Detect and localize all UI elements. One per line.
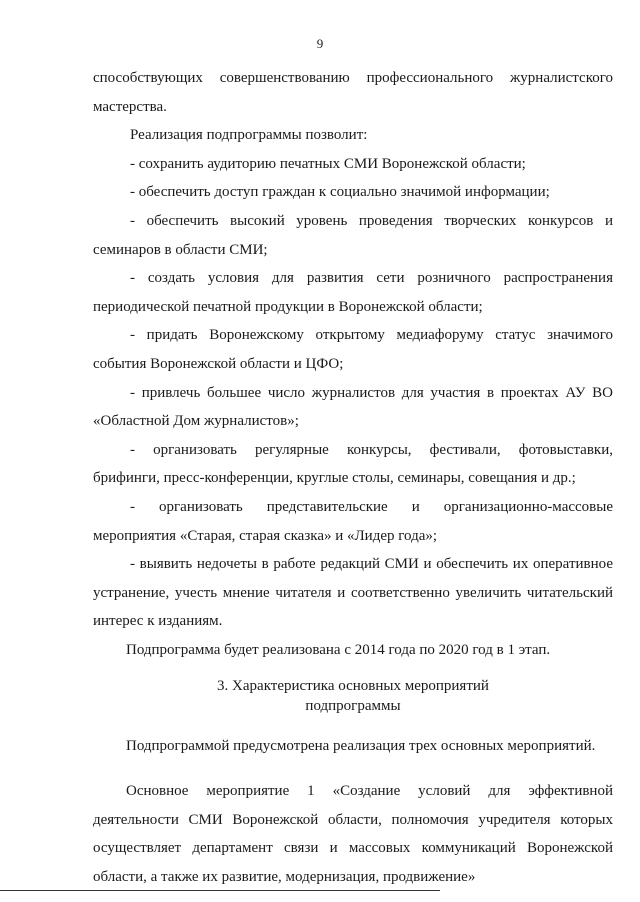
- text-line: деятельности СМИ Воронежской области, полномочия учредителя которых: [93, 811, 613, 828]
- text-line: области, а также их развитие, модернизация, продвижение»: [93, 868, 476, 885]
- list-item: - организовать регулярные конкурсы, фестивали, фотовыставки,: [130, 441, 613, 458]
- text-line: Подпрограмма будет реализована с 2014 года по 2020 год в 1 этап.: [126, 641, 551, 658]
- text-line: Подпрограммой предусмотрена реализация трех основных мероприятий.: [126, 738, 596, 755]
- text-line: «Областной Дом журналистов»;: [93, 413, 299, 430]
- page-number: 9: [316, 36, 324, 51]
- text-line: интерес к изданиям.: [93, 613, 223, 630]
- text-line: периодической печатной продукции в Воронежской области;: [93, 298, 483, 315]
- text-line: Реализация подпрограммы позволит:: [130, 127, 368, 144]
- list-item: - выявить недочеты в работе редакций СМИ и обеспечить их оперативное: [130, 556, 613, 573]
- text-line: способствующих совершенствованию профессионального журналистского: [93, 70, 613, 86]
- text-line: семинаров в области СМИ;: [93, 241, 268, 258]
- footer-divider: [0, 890, 440, 891]
- text-line: брифинги, пресс-конференции, круглые столы, семинары, совещания и др.;: [93, 470, 576, 487]
- spacer: [93, 761, 613, 777]
- text-line: устранение, учесть мнение читателя и соответственно увеличить читательский: [93, 584, 613, 601]
- list-item: - организовать представительские и организационно-массовые: [130, 498, 613, 515]
- text-line: события Воронежской области и ЦФО;: [93, 355, 344, 372]
- text-line: осуществляет департамент связи и массовых коммуникаций Воронежской: [93, 840, 613, 857]
- spacer: [93, 716, 613, 732]
- list-item: - создать условия для развития сети розничного распространения: [130, 270, 613, 287]
- document-body: [93, 64, 613, 891]
- list-item: - обеспечить доступ граждан к социально значимой информации;: [130, 184, 550, 201]
- list-item: - привлечь большее число журналистов для участия в проектах АУ ВО: [130, 384, 613, 401]
- section-heading: 3. Характеристика основных мероприятий: [217, 678, 489, 695]
- text-line: мероприятия «Старая, старая сказка» и «Лидер года»;: [93, 527, 438, 544]
- list-item: - обеспечить высокий уровень проведения творческих конкурсов и: [130, 212, 613, 229]
- text-line: мастерства.: [93, 98, 167, 115]
- text-line: Основное мероприятие 1 «Создание условий для эффективной: [126, 783, 613, 800]
- section-heading-continued: подпрограммы: [305, 698, 401, 715]
- list-item: - придать Воронежскому открытому медиафоруму статус значимого: [130, 327, 613, 344]
- spacer: [93, 664, 613, 676]
- list-item: - сохранить аудиторию печатных СМИ Воронежской области;: [130, 155, 526, 172]
